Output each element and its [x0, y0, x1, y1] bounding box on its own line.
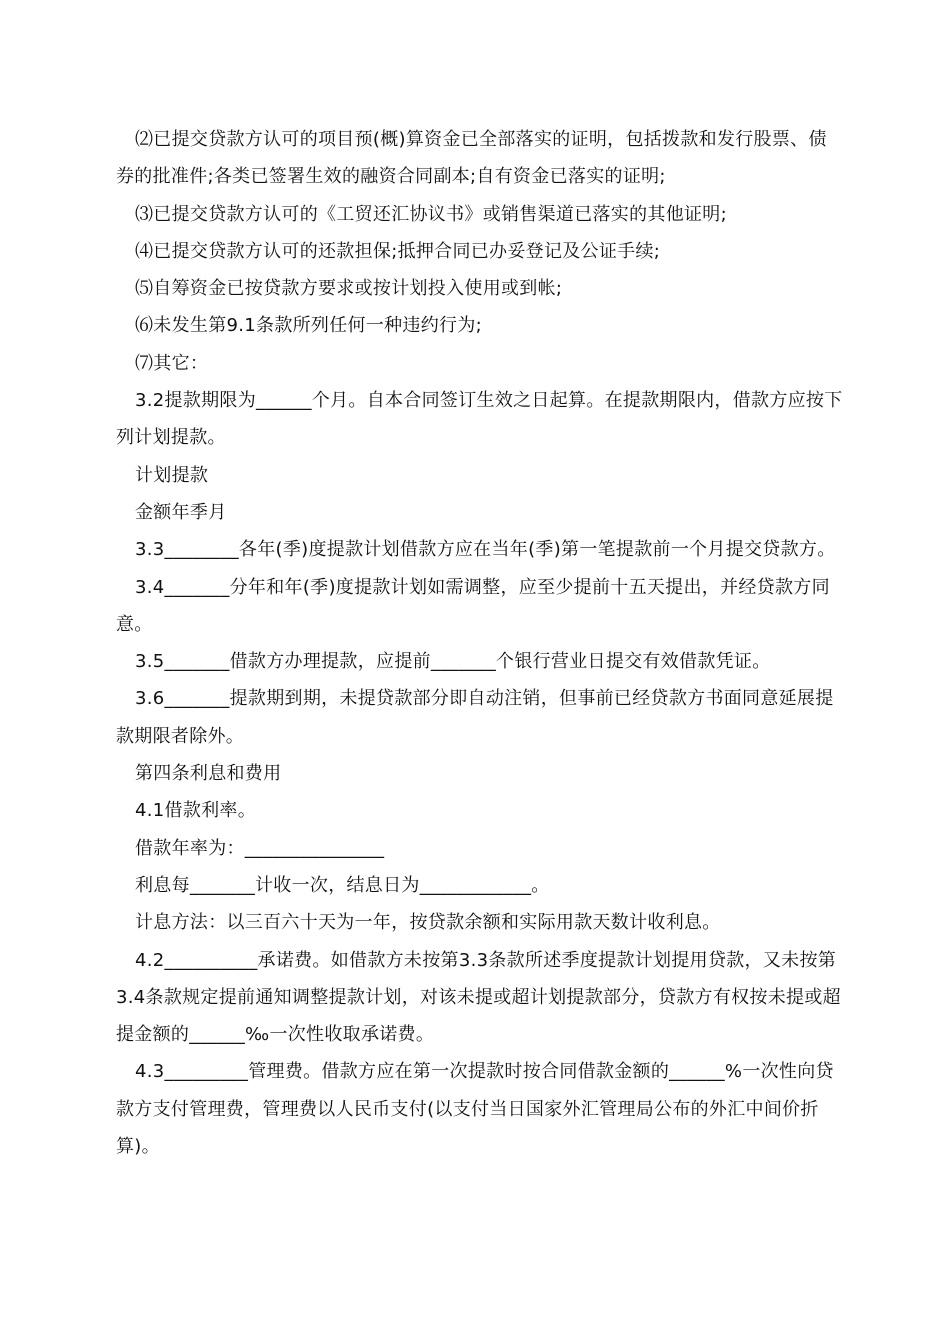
clause-3-2: 3.2提款期限为______个月。自本合同签订生效之日起算。在提款期限内，借款方应按下列计划提款。: [116, 390, 843, 449]
clause-3-1-item-7: ⑺其它：: [135, 352, 209, 374]
clause-3-6: 3.6_______提款期到期，未提贷款部分即自动注销，但事前已经贷款方书面同意延展提款期限者除外。: [116, 688, 834, 747]
document-body: [116, 121, 844, 1165]
article-4-heading: 第四条利息和费用: [135, 763, 282, 785]
clause-3-1-item-6: ⑹未发生第9.1条款所列任何一种违约行为;: [135, 315, 482, 337]
clause-3-5: 3.5_______借款方办理提款，应提前_______个银行营业日提交有效借款凭证。: [135, 651, 771, 673]
clause-4-1: 4.1借款利率。: [135, 800, 257, 822]
interest-settlement-line: 利息每_______计收一次，结息日为____________。: [135, 874, 550, 896]
clause-3-3: 3.3________各年(季)度提款计划借款方应在当年(季)第一笔提款前一个月提交贷款方。: [135, 539, 836, 561]
clause-3-1-item-4: ⑷已提交贷款方认可的还款担保;抵押合同已办妥登记及公证手续;: [135, 240, 661, 262]
annual-rate-line: 借款年率为：_______________: [135, 837, 385, 859]
plan-heading: 计划提款: [135, 464, 209, 486]
clause-3-1-item-3: ⑶已提交贷款方认可的《工贸还汇协议书》或销售渠道已落实的其他证明;: [135, 203, 727, 225]
clause-4-2: 4.2__________承诺费。如借款方未按第3.3条款所述季度提款计划提用贷款，又未按第3.4条款规定提前通知调整提款计划，对该未提或超计划提款部分，贷款方有权按未提或超提金额的______‰一次性收取承诺费。: [116, 949, 841, 1046]
clause-3-1-item-2: ⑵已提交贷款方认可的项目预(概)算资金已全部落实的证明，包括拨款和发行股票、债券的批准件;各类已签署生效的融资合同副本;自有资金已落实的证明;: [116, 129, 827, 188]
clause-3-1-item-5: ⑸自筹资金已按贷款方要求或按计划投入使用或到帐;: [135, 278, 563, 300]
interest-method-line: 计息方法：以三百六十天为一年，按贷款余额和实际用款天数计收利息。: [135, 912, 721, 934]
clause-3-4: 3.4_______分年和年(季)度提款计划如需调整，应至少提前十五天提出，并经贷款方同意。: [116, 576, 830, 635]
plan-columns: 金额年季月: [135, 501, 227, 523]
clause-4-3: 4.3_________管理费。借款方应在第一次提款时按合同借款金额的______%一次性向贷款方支付管理费，管理费以人民币支付(以支付当日国家外汇管理局公布的外汇中间价折算)。: [116, 1061, 834, 1158]
